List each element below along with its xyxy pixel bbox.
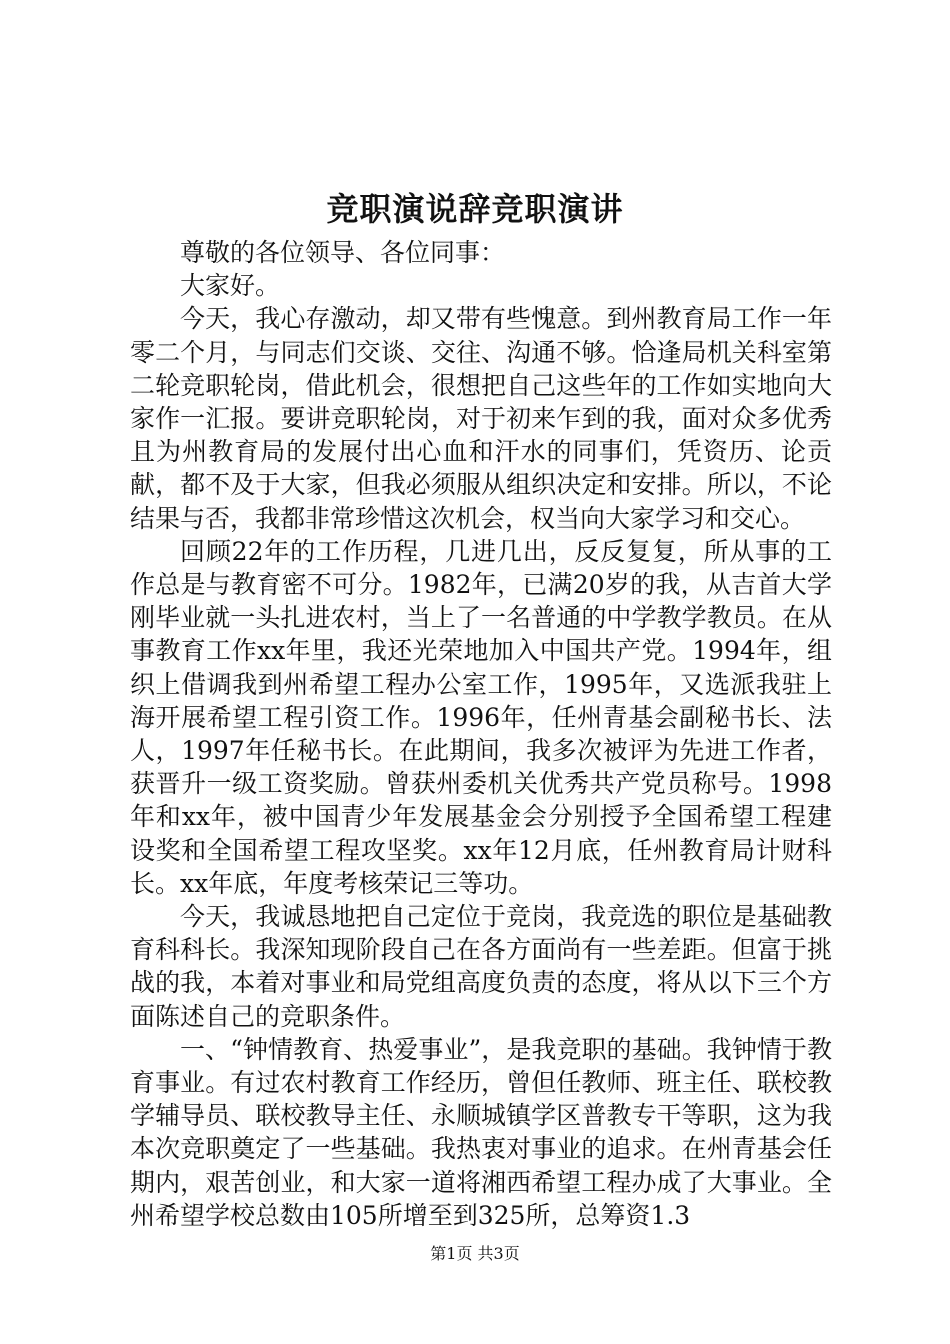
page-footer: 第1页 共3页: [430, 1244, 520, 1263]
position-paragraph: 今天，我诚恳地把自己定位于竞岗，我竞选的职位是基础教育科科长。我深知现阶段自己在各方面尚有一些差距。但富于挑战的我，本着对事业和局党组高度负责的态度，将从以下三个方面陈述自己的竞职条件。: [130, 902, 832, 1031]
salutation-paragraph: 尊敬的各位领导、各位同事：: [180, 238, 506, 267]
career-paragraph: 回顾22年的工作历程，几进几出，反反复复，所从事的工作总是与教育密不可分。1982年，已满20岁的我，从吉首大学刚毕业就一头扎进农村，当上了一名普通的中学教学教员。在从事教育工作xx年里，我还光荣地加入中国共产党。1994年，组织上借调我到州希望工程办公室工作，1995年，又选派我驻上海开展希望工程引资工作。1996年，任州青基会副秘书长、法人，1997年任秘书长。在此期间，我多次被评为先进工作者，获晋升一级工资奖励。曾获州委机关优秀共产党员称号。1998年和xx年，被中国青少年发展基金会分别授予全国希望工程建设奖和全国希望工程攻坚奖。xx年12月底，任州教育局计财科长。xx年底，年度考核荣记三等功。: [130, 536, 832, 898]
greeting-paragraph: 大家好。: [180, 271, 281, 301]
document-title: 竞职演说辞竞职演讲: [326, 190, 624, 228]
document-body: [130, 236, 832, 1232]
intro-paragraph: 今天，我心存激动，却又带有些愧意。到州教育局工作一年零二个月，与同志们交谈、交往、沟通不够。恰逢局机关科室第二轮竞职轮岗，借此机会，很想把自己这些年的工作如实地向大家作一汇报。要讲竞职轮岗，对于初来乍到的我，面对众多优秀且为州教育局的发展付出心血和汗水的同事们，凭资历、论贡献，都不及于大家，但我必须服从组织决定和安排。所以，不论结果与否，我都非常珍惜这次机会，权当向大家学习和交心。: [130, 304, 832, 533]
point-one-paragraph: 一、“钟情教育、热爱事业”，是我竞职的基础。我钟情于教育事业。有过农村教育工作经历，曾但任教师、班主任、联校教学辅导员、联校教导主任、永顺城镇学区普教专干等职，这为我本次竞职奠定了一些基础。我热衷对事业的追求。在州青基会任期内，艰苦创业，和大家一道将湘西希望工程办成了大事业。全州希望学校总数由105所增至到325所，总筹资1.3: [130, 1034, 832, 1230]
